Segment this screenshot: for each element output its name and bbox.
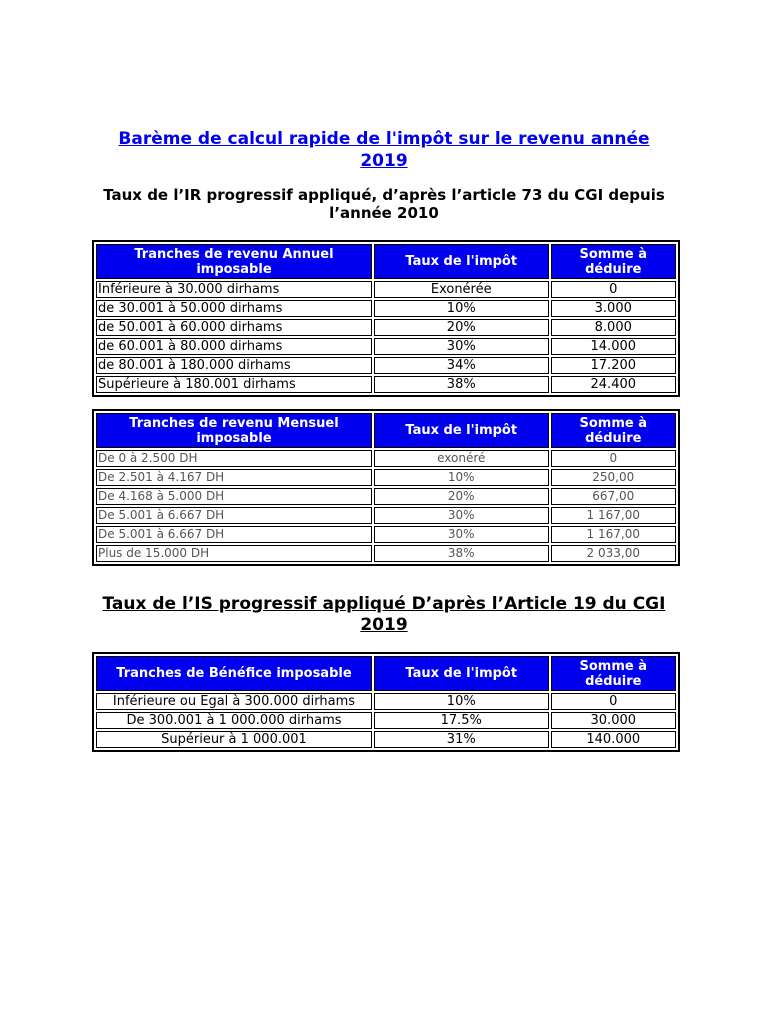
deduction-cell: 1 167,00 <box>551 526 676 543</box>
bracket-cell: de 30.001 à 50.000 dirhams <box>96 300 372 317</box>
rate-cell: 10% <box>374 693 549 710</box>
rate-cell: 31% <box>374 731 549 748</box>
rate-cell: 17.5% <box>374 712 549 729</box>
column-header-tax-rate: Taux de l'impôt <box>374 413 549 448</box>
column-header-tax-rate: Taux de l'impôt <box>374 656 549 691</box>
bracket-cell: Plus de 15.000 DH <box>96 545 372 562</box>
bracket-cell: Supérieur à 1 000.001 <box>96 731 372 748</box>
deduction-cell: 30.000 <box>551 712 676 729</box>
table-row <box>96 507 676 524</box>
rate-cell: Exonérée <box>374 281 549 298</box>
column-header-deduction: Somme à déduire <box>551 413 676 448</box>
bracket-cell: De 5.001 à 6.667 DH <box>96 507 372 524</box>
deduction-cell: 24.400 <box>551 376 676 393</box>
table-row <box>96 300 676 317</box>
monthly-income-tax-table <box>92 409 680 566</box>
column-header-deduction: Somme à déduire <box>551 244 676 279</box>
table-row <box>96 450 676 467</box>
table-row <box>96 731 676 748</box>
rate-cell: 30% <box>374 338 549 355</box>
deduction-cell: 2 033,00 <box>551 545 676 562</box>
table-row <box>96 526 676 543</box>
column-header-profit-bracket: Tranches de Bénéfice imposable <box>96 656 372 691</box>
deduction-cell: 8.000 <box>551 319 676 336</box>
bracket-cell: de 80.001 à 180.000 dirhams <box>96 357 372 374</box>
table-row <box>96 488 676 505</box>
column-header-income-bracket: Tranches de revenu Annuel imposable <box>96 244 372 279</box>
deduction-cell: 17.200 <box>551 357 676 374</box>
table-row <box>96 281 676 298</box>
page-title: Barème de calcul rapide de l'impôt sur le revenu année 2019 <box>118 129 650 171</box>
bracket-cell: De 4.168 à 5.000 DH <box>96 488 372 505</box>
rate-cell: exonéré <box>374 450 549 467</box>
corporate-tax-table <box>92 652 680 752</box>
bracket-cell: De 5.001 à 6.667 DH <box>96 526 372 543</box>
table-header-row <box>96 244 676 279</box>
column-header-deduction: Somme à déduire <box>551 656 676 691</box>
deduction-cell: 3.000 <box>551 300 676 317</box>
column-header-tax-rate: Taux de l'impôt <box>374 244 549 279</box>
table-row <box>96 469 676 486</box>
table-header-row <box>96 413 676 448</box>
column-header-income-bracket: Tranches de revenu Mensuel imposable <box>96 413 372 448</box>
annual-income-tax-table <box>92 240 680 397</box>
rate-cell: 20% <box>374 488 549 505</box>
rate-cell: 30% <box>374 507 549 524</box>
deduction-cell: 250,00 <box>551 469 676 486</box>
table-row <box>96 319 676 336</box>
ir-section-subtitle: Taux de l’IR progressif appliqué, d’après l’article 73 du CGI depuis l’année 2010 <box>103 186 665 222</box>
table-row <box>96 712 676 729</box>
bracket-cell: Inférieure à 30.000 dirhams <box>96 281 372 298</box>
table-row <box>96 693 676 710</box>
bracket-cell: De 2.501 à 4.167 DH <box>96 469 372 486</box>
deduction-cell: 14.000 <box>551 338 676 355</box>
deduction-cell: 0 <box>551 693 676 710</box>
rate-cell: 20% <box>374 319 549 336</box>
deduction-cell: 0 <box>551 281 676 298</box>
is-section-title: Taux de l’IS progressif appliqué D’après l’Article 19 du CGI 2019 <box>102 594 666 635</box>
bracket-cell: Inférieure ou Egal à 300.000 dirhams <box>96 693 372 710</box>
rate-cell: 10% <box>374 469 549 486</box>
rate-cell: 30% <box>374 526 549 543</box>
rate-cell: 34% <box>374 357 549 374</box>
bracket-cell: De 300.001 à 1 000.000 dirhams <box>96 712 372 729</box>
deduction-cell: 1 167,00 <box>551 507 676 524</box>
table-row <box>96 338 676 355</box>
bracket-cell: De 0 à 2.500 DH <box>96 450 372 467</box>
deduction-cell: 140.000 <box>551 731 676 748</box>
bracket-cell: Supérieure à 180.001 dirhams <box>96 376 372 393</box>
rate-cell: 38% <box>374 545 549 562</box>
bracket-cell: de 60.001 à 80.000 dirhams <box>96 338 372 355</box>
deduction-cell: 0 <box>551 450 676 467</box>
rate-cell: 10% <box>374 300 549 317</box>
deduction-cell: 667,00 <box>551 488 676 505</box>
rate-cell: 38% <box>374 376 549 393</box>
table-row <box>96 376 676 393</box>
bracket-cell: de 50.001 à 60.000 dirhams <box>96 319 372 336</box>
table-header-row <box>96 656 676 691</box>
table-row <box>96 545 676 562</box>
table-row <box>96 357 676 374</box>
